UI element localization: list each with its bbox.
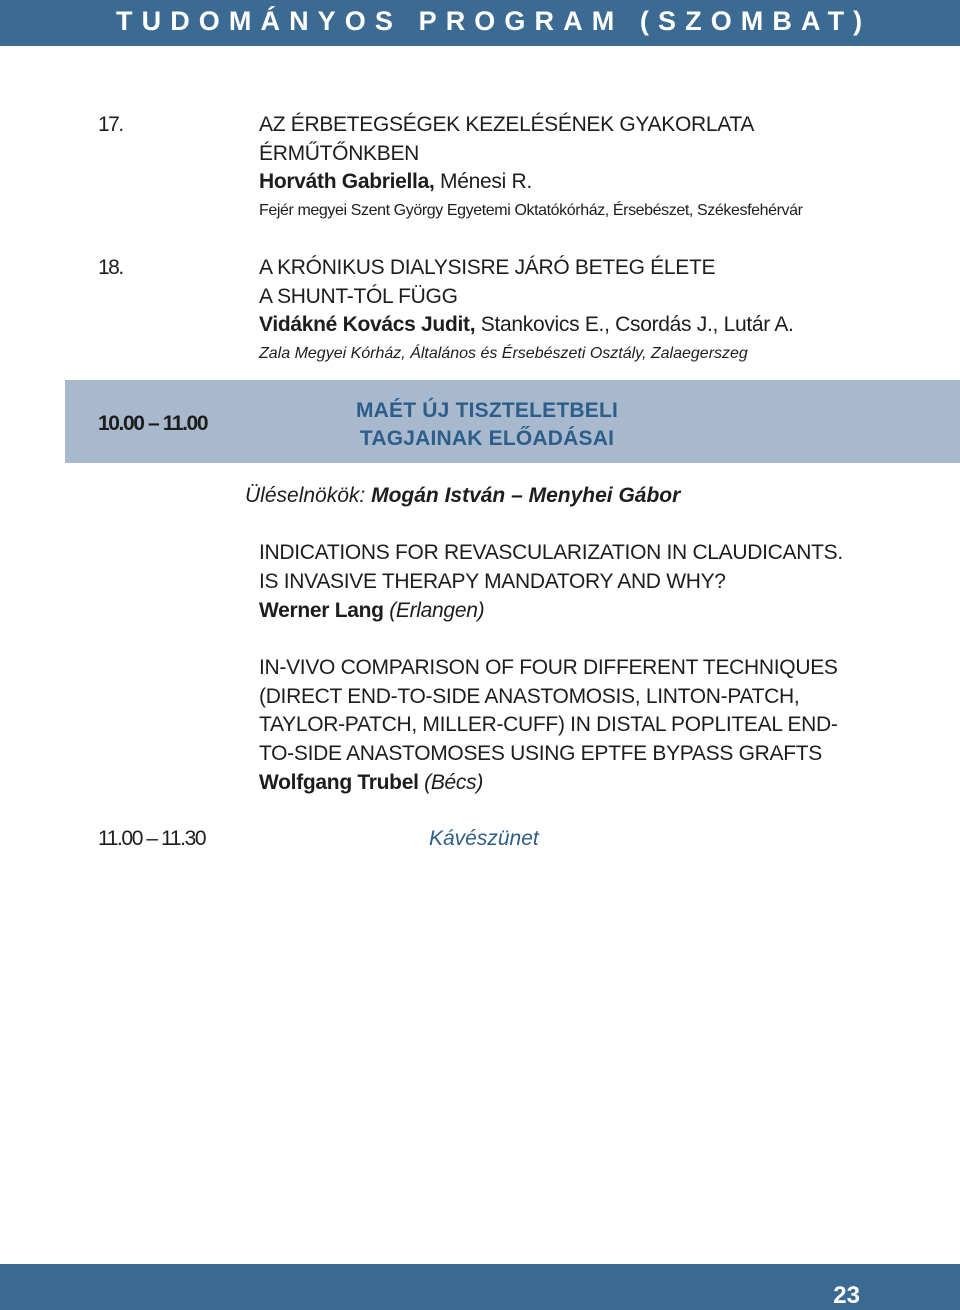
talk-title-line: INDICATIONS FOR REVASCULARIZATION IN CLAUDICANTS. bbox=[259, 541, 843, 564]
talk-title-line: IN-VIVO COMPARISON OF FOUR DIFFERENT TECHNIQUES bbox=[259, 656, 838, 679]
coauthors: Ménesi R. bbox=[434, 170, 532, 193]
footer-bar bbox=[0, 1264, 960, 1310]
item-authors bbox=[259, 313, 794, 337]
item-affiliation: Zala Megyei Kórház, Általános és Érsebészeti Osztály, Zalaegerszeg bbox=[259, 345, 748, 362]
talk-title-line: (DIRECT END-TO-SIDE ANASTOMOSIS, LINTON-PATCH, bbox=[259, 685, 800, 708]
session-title-line: TAGJAINAK ELŐADÁSAI bbox=[359, 427, 615, 450]
talk-title-line: TO-SIDE ANASTOMOSES USING EPTFE BYPASS GRAFTS bbox=[259, 742, 822, 765]
chairs-label: Üléselnökök: bbox=[245, 484, 366, 507]
item-number: 18. bbox=[98, 256, 123, 279]
header-bar bbox=[0, 0, 960, 46]
presenter-name: Vidákné Kovács Judit, bbox=[259, 313, 476, 336]
item-number: 17. bbox=[98, 113, 123, 136]
speaker-city: (Erlangen) bbox=[389, 599, 485, 622]
speaker-name: Werner Lang bbox=[259, 599, 384, 622]
coauthors: Stankovics E., Csordás J., Lutár A. bbox=[475, 313, 794, 336]
item-authors bbox=[259, 170, 532, 194]
talk-title-line: IS INVASIVE THERAPY MANDATORY AND WHY? bbox=[259, 570, 726, 593]
speaker-city: (Bécs) bbox=[424, 771, 484, 794]
speaker-name: Wolfgang Trubel bbox=[259, 771, 419, 794]
session-chairs bbox=[245, 484, 680, 508]
talk-speaker bbox=[259, 771, 483, 795]
chairs-names: Mogán István – Menyhei Gábor bbox=[371, 484, 681, 507]
presenter-name: Horváth Gabriella, bbox=[259, 170, 435, 193]
session-title-line: MAÉT ÚJ TISZTELETBELI bbox=[355, 399, 619, 422]
item-title-line: A KRÓNIKUS DIALYSISRE JÁRÓ BETEG ÉLETE bbox=[259, 256, 716, 279]
item-title-line: AZ ÉRBETEGSÉGEK KEZELÉSÉNEK GYAKORLATA bbox=[259, 113, 755, 136]
item-title-line: ÉRMŰTŐNKBEN bbox=[259, 142, 420, 165]
item-title-line: A SHUNT-TÓL FÜGG bbox=[259, 285, 458, 308]
page-number: 23 bbox=[833, 1282, 860, 1309]
page-header-title: TUDOMÁNYOS PROGRAM (SZOMBAT) bbox=[116, 6, 872, 36]
talk-speaker bbox=[259, 599, 484, 623]
session-time: 10.00 – 11.00 bbox=[98, 412, 208, 435]
break-time: 11.00 – 11.30 bbox=[98, 827, 206, 850]
talk-title-line: TAYLOR-PATCH, MILLER-CUFF) IN DISTAL POPLITEAL END- bbox=[259, 713, 838, 736]
item-affiliation: Fejér megyei Szent György Egyetemi Oktatókórház, Érsebészet, Székesfehérvár bbox=[259, 202, 803, 219]
break-label: Kávészünet bbox=[429, 827, 539, 850]
